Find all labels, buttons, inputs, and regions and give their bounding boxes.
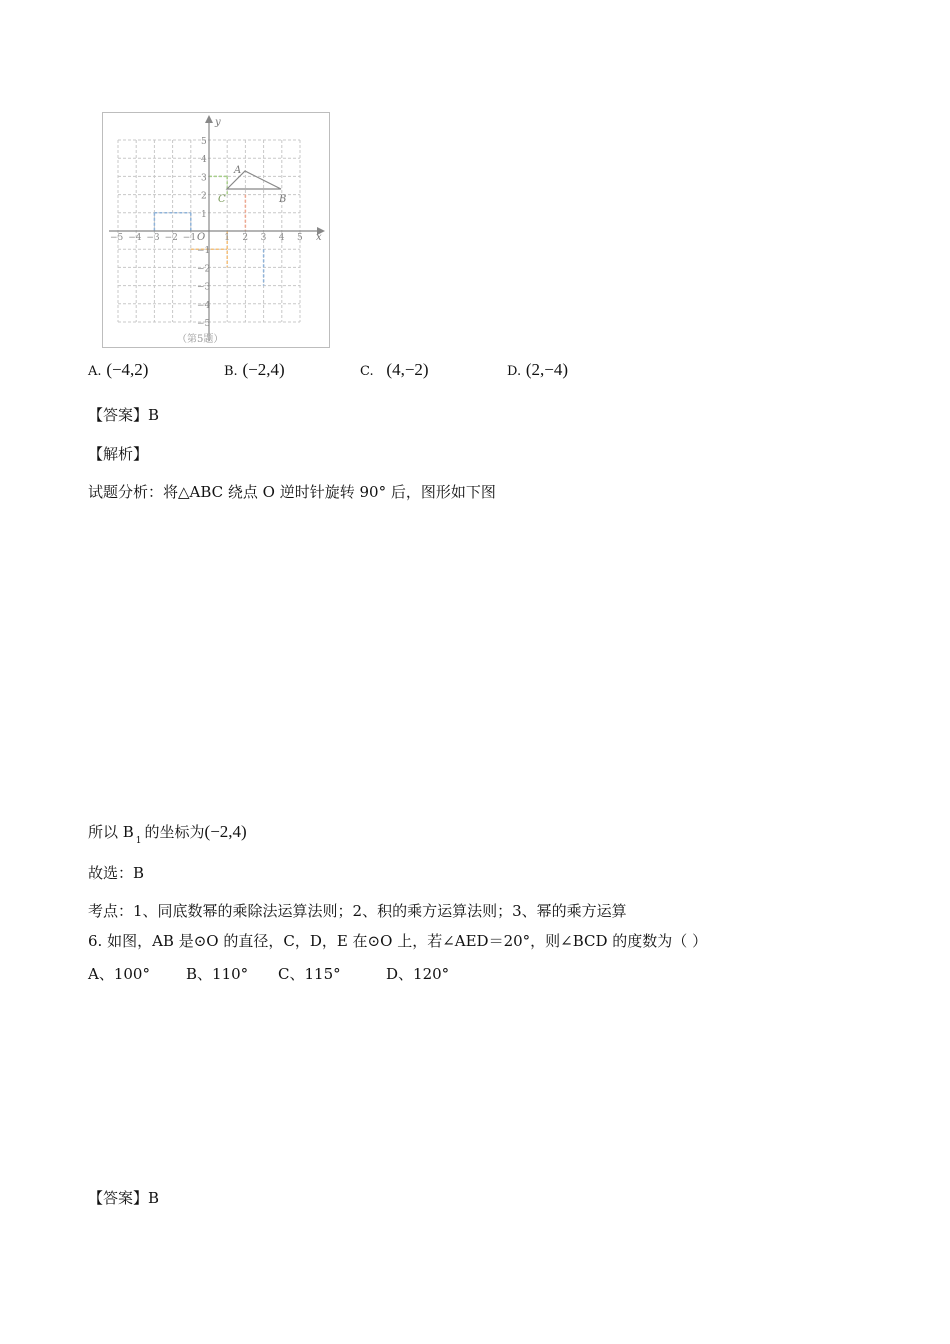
- option-d-letter: D.: [507, 364, 522, 379]
- option-a-value: (−4,2): [106, 360, 149, 379]
- y-tick-label: 1: [201, 209, 207, 220]
- result-value: (−2,4): [204, 822, 247, 841]
- q5-kaodian: 考点：1、同底数幂的乘除法运算法则；2、积的乘方运算法则；3、幂的乘方运算: [88, 902, 627, 920]
- option-d-value: (2,−4): [525, 360, 569, 379]
- option-b-letter: B.: [224, 364, 238, 379]
- x-tick-label: 4: [278, 233, 285, 243]
- figure-caption: （第5题）: [177, 334, 224, 345]
- x-tick-label: −4: [128, 233, 142, 243]
- origin-label: O: [197, 232, 206, 243]
- x-tick-label: −5: [110, 233, 124, 243]
- option-b-value: (−2,4): [242, 360, 285, 379]
- option-c-value: (4,−2): [386, 360, 429, 379]
- option-d: [507, 360, 568, 380]
- q5-answer: 【答案】B: [88, 406, 160, 424]
- result-mid: 的坐标为: [144, 823, 205, 841]
- tick-labels: [110, 137, 303, 329]
- x-tick-label: 5: [297, 233, 303, 243]
- x-tick-label: 2: [242, 233, 249, 243]
- point-b-label: B: [279, 194, 287, 205]
- x-tick-label: −3: [146, 233, 160, 243]
- coordinate-figure: [102, 112, 330, 348]
- coordinate-plane: [103, 113, 329, 347]
- option-b: [224, 360, 285, 380]
- q5-choice: 故选：B: [88, 864, 145, 882]
- q6-answer: 【答案】B: [88, 1189, 160, 1207]
- y-tick-label: 4: [201, 155, 207, 166]
- y-tick-label: 3: [201, 173, 207, 184]
- option-a-letter: A.: [88, 364, 102, 379]
- q5-analysis-text: 试题分析：将△ABC 绕点 O 逆时针旋转 90° 后，图形如下图: [88, 483, 496, 501]
- y-tick-label: 5: [201, 137, 207, 147]
- axes: [109, 115, 325, 341]
- q6-option-c: C、115°: [278, 965, 341, 983]
- x-tick-label: −2: [164, 233, 178, 243]
- x-tick-label: 1: [224, 233, 230, 243]
- q6-stem: 6. 如图，AB 是⊙O 的直径，C，D，E 在⊙O 上，若∠AED＝20°，则∠BCD 的度数为（ ）: [88, 932, 708, 950]
- x-tick-label: −1: [182, 233, 197, 243]
- q5-analysis-heading: 【解析】: [88, 445, 149, 463]
- q6-option-d: D、120°: [386, 965, 450, 983]
- x-axis-label: x: [316, 232, 322, 243]
- y-tick-label: 2: [201, 191, 207, 202]
- option-c-letter: C.: [360, 364, 374, 379]
- q6-option-b: B、110°: [186, 965, 249, 983]
- option-a: [88, 360, 148, 380]
- q6-option-a: A、100°: [88, 965, 150, 983]
- y-tick-label: −3: [197, 282, 211, 293]
- y-axis-label: y: [215, 117, 221, 128]
- result-subscript: 1: [135, 836, 142, 846]
- option-c: [360, 360, 429, 380]
- q5-result: [88, 821, 247, 846]
- y-tick-label: −1: [197, 246, 211, 257]
- y-tick-label: −4: [197, 300, 211, 311]
- x-tick-label: 3: [260, 233, 267, 243]
- point-a-label: A: [234, 165, 242, 176]
- y-tick-label: −5: [197, 319, 211, 329]
- y-tick-label: −2: [197, 264, 211, 275]
- result-prefix: 所以 B: [88, 823, 134, 841]
- point-c-label: C: [218, 194, 226, 205]
